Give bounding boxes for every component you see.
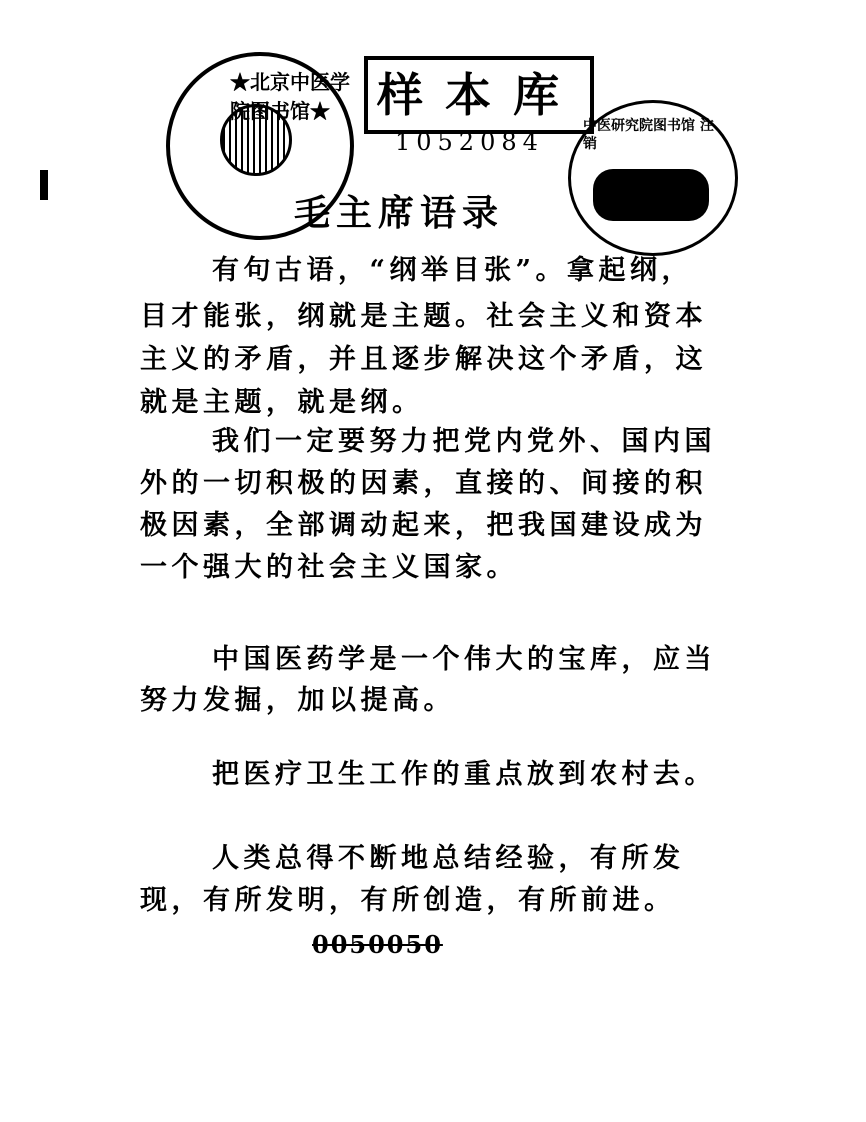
- text-line: 极因素，全部调动起来，把我国建设成为: [140, 510, 707, 541]
- page-title: 毛主席语录: [294, 192, 505, 234]
- cancel-stamp-ink: [593, 169, 709, 221]
- text-line: 外的一切积极的因素，直接的、间接的积: [140, 468, 707, 499]
- text-line: 人类总得不断地总结经验，有所发: [212, 843, 685, 874]
- sample-library-stamp: 样本库: [364, 56, 594, 134]
- text-line: 我们一定要努力把党内党外、国内国: [212, 426, 716, 457]
- text-line: 中国医药学是一个伟大的宝库，应当: [212, 644, 716, 675]
- text-line: 努力发掘，加以提高。: [140, 685, 455, 716]
- text-line: 把医疗卫生工作的重点放到农村去。: [212, 759, 716, 790]
- text-line: 现，有所发明，有所创造，有所前进。: [140, 885, 676, 916]
- text-line: 主义的矛盾，并且逐步解决这个矛盾，这: [140, 344, 707, 375]
- cancel-stamp-text: 中医研究院图书馆 注销: [583, 118, 714, 152]
- library-stamp-text: ★北京中医学院图书馆★: [230, 70, 350, 123]
- text-line: 就是主题，就是纲。: [140, 387, 424, 418]
- bottom-number: 0050050: [312, 930, 443, 959]
- text-line: 一个强大的社会主义国家。: [140, 552, 518, 583]
- scan-mark: [40, 170, 48, 200]
- sample-number: 1052084: [395, 128, 544, 156]
- text-line: 有句古语，“纲举目张”。拿起纲，: [212, 255, 694, 286]
- cancel-stamp: [568, 100, 738, 256]
- text-line: 目才能张，纲就是主题。社会主义和资本: [140, 301, 707, 332]
